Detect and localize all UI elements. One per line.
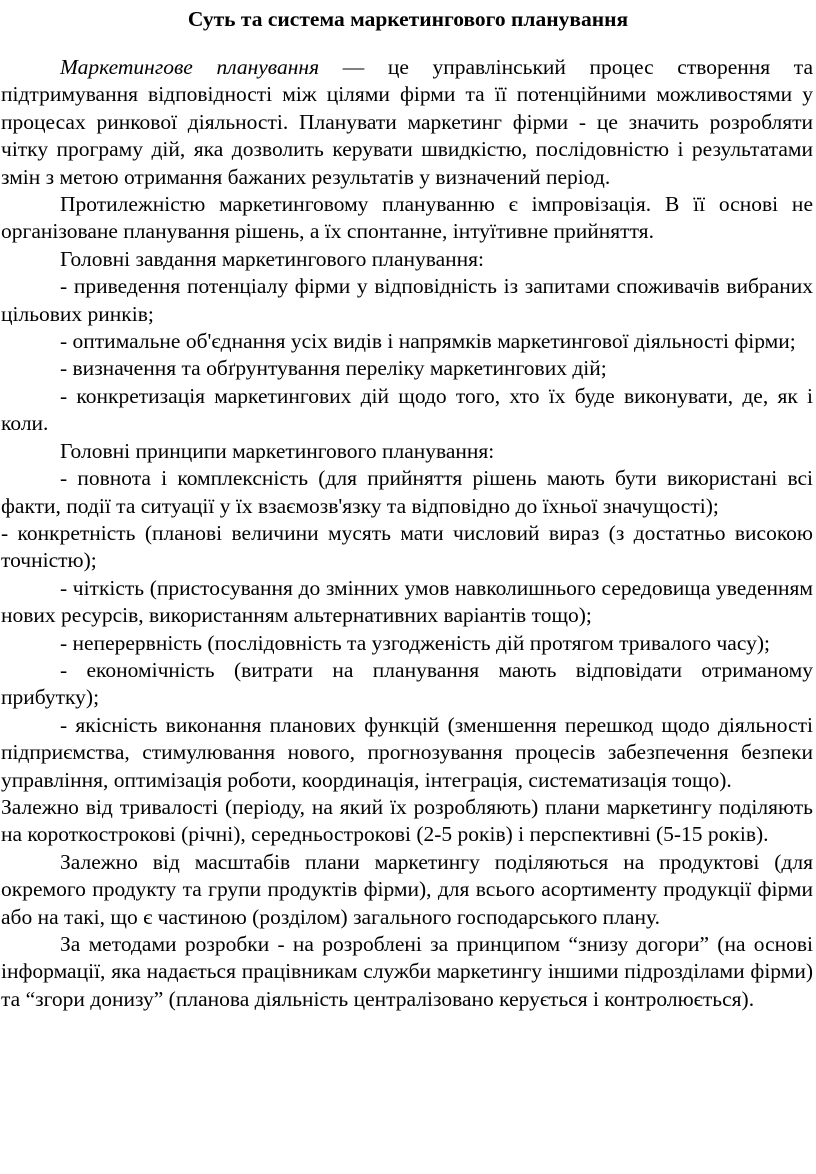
- paragraph-duration: Залежно від тривалості (періоду, на який їх розробляють) плани маркетингу поділяють на короткострокові (річні), середньострокові (2-5 років) і перспективні (5-15 років).: [1, 794, 813, 847]
- list-item-task: - конкретизація маркетингових дій щодо того, хто їх буде виконувати, де, як і коли.: [1, 383, 813, 436]
- definition-term: Маркетингове планування: [60, 55, 320, 79]
- tasks-heading: Головні завдання маркетингового планування:: [60, 246, 485, 271]
- list-item-task: - оптимальне об'єднання усіх видів і напрямків маркетингової діяльності фірми;: [60, 329, 796, 354]
- list-item-principle: - економічність (витрати на планування мають відповідати отриманому прибутку);: [1, 657, 813, 710]
- definition-paragraph: [1, 54, 813, 191]
- paragraph-scale: Залежно від масштабів плани маркетингу поділяються на продуктові (для окремого продукту та групи продуктів фірми), для всього асортименту продукції фірми або на такі, що є частиною (розділом) загального господарського плану.: [1, 849, 813, 929]
- list-item-principle: - неперервність (послідовність та узгодженість дій протягом тривалого часу);: [60, 630, 770, 655]
- document-title: Суть та система маркетингового планування: [187, 7, 629, 31]
- principles-heading: Головні принципи маркетингового планування:: [60, 438, 495, 463]
- list-item-principle: - чіткість (пристосування до змінних умов навколишнього середовища уведенням нових ресурсів, використанням альтернативних варіантів тощо);: [1, 575, 813, 628]
- list-item-principle: - конкретність (планові величини мусять мати числовий вираз (з достатньо високою точністю);: [1, 520, 813, 573]
- list-item-principle: - повнота і комплексність (для прийняття рішень мають бути використані всі факти, події та ситуації у їх взаємозв'язку та відповідно до їхньої значущості);: [1, 466, 813, 518]
- list-item-task: - приведення потенціалу фірми у відповідність із запитами споживачів вибраних цільових ринків;: [1, 274, 813, 326]
- paragraph-methods: За методами розробки - на розроблені за принципом “знизу догори” (на основі інформації, яка надається працівникам служби маркетингу іншими підрозділами фірми) та “згори донизу” (планова діяльність централізовано керується і контролюється).: [1, 932, 813, 1011]
- definition-text: — це управлінський процес створення та підтримування відповідності між цілями фірми та її потенційними можливостями у процесах ринкової діяльності. Планувати маркетинг фірми - це значить розробляти чітку програму дій, яка дозволить керувати швидкістю, послідовністю і результатами змін з метою отримання бажаних результатів у визначений період.: [1, 55, 814, 189]
- document-body: [1, 54, 813, 1013]
- list-item-principle: - якісність виконання планових функцій (зменшення перешкод щодо діяльності підприємства, стимулювання нового, прогнозування процесів забезпечення безпеки управління, оптимізація роботи, координація, інтеграція, систематизація тощо).: [1, 712, 813, 792]
- paragraph-improvisation: Протилежністю маркетинговому плануванню є імпровізація. В її основі не організоване планування рішень, а їх спонтанне, інтуїтивне прийняття.: [1, 192, 813, 244]
- list-item-task: - визначення та обґрунтування переліку маркетингових дій;: [60, 356, 607, 381]
